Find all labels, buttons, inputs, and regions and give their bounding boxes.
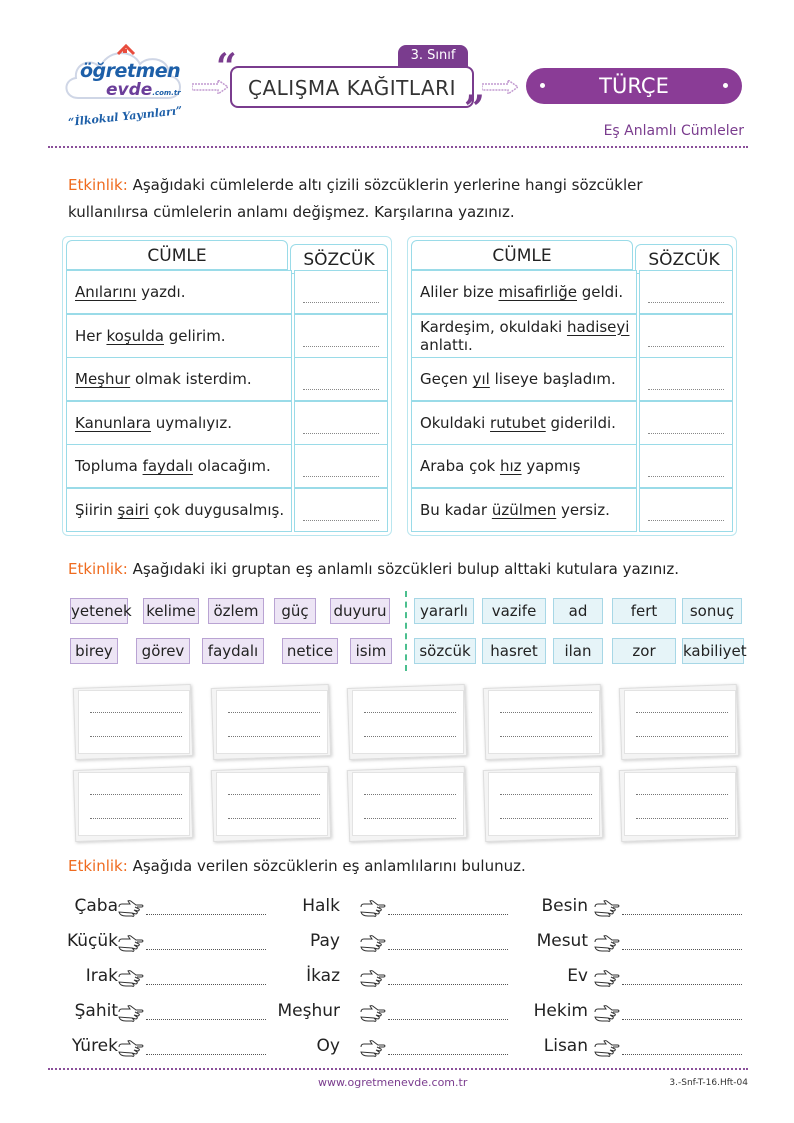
word-chip: yararlı xyxy=(414,598,474,624)
footer-code: 3.-Snf-T-16.Hft-04 xyxy=(669,1078,748,1088)
word-chip: hasret xyxy=(482,638,546,664)
column-header-word: SÖZCÜK xyxy=(635,244,733,274)
answer-cell[interactable] xyxy=(294,357,388,401)
word-chip: ilan xyxy=(553,638,603,664)
word-label: Besin xyxy=(541,896,588,916)
underlined-word: misafirliğe xyxy=(498,283,577,301)
activity1-instruction: Etkinlik: Aşağıdaki cümlelerde altı çizili sözcüklerin yerlerine hangi sözcükler kullanılırsa cümlelerin anlamı değişmez. Karşılarına yazınız. xyxy=(68,176,643,221)
sentence-cell: Kanunlara uymalıyız. xyxy=(66,401,292,445)
sentence-cell: Aliler bize misafirliğe geldi. xyxy=(411,270,637,314)
answer-line[interactable] xyxy=(146,949,266,950)
pointing-hand-icon xyxy=(118,900,144,923)
word-chip: duyuru xyxy=(330,598,390,624)
logo-brand-top: öğretmen xyxy=(80,60,181,82)
underlined-word: Meşhur xyxy=(75,370,131,388)
logo xyxy=(60,40,190,130)
pointing-hand-icon xyxy=(594,1005,620,1028)
word-chip: netice xyxy=(282,638,338,664)
column-header-word: SÖZCÜK xyxy=(290,244,388,274)
answer-card[interactable] xyxy=(484,768,602,840)
open-quote-icon: “ xyxy=(216,46,237,88)
underlined-word: Anılarını xyxy=(75,283,137,301)
activity3-instruction: Etkinlik: Aşağıda verilen sözcüklerin eş anlamlılarını bulunuz. xyxy=(68,857,526,875)
table-row xyxy=(411,444,733,488)
grade-badge: 3. Sınıf xyxy=(398,45,468,67)
answer-cell[interactable] xyxy=(294,401,388,445)
answer-card[interactable] xyxy=(212,768,330,840)
divider xyxy=(48,1068,748,1070)
word-chip: birey xyxy=(70,638,118,664)
sentence-cell: Topluma faydalı olacağım. xyxy=(66,444,292,488)
answer-line[interactable] xyxy=(146,984,266,985)
sentence-cell: Kardeşim, okuldaki hadiseyi anlattı. xyxy=(411,314,637,358)
pointing-hand-icon xyxy=(360,970,386,993)
answer-card[interactable] xyxy=(212,686,330,758)
table-row xyxy=(66,401,388,445)
answer-line[interactable] xyxy=(388,1019,508,1020)
pointing-hand-icon xyxy=(118,935,144,958)
sentence-cell: Her koşulda gelirim. xyxy=(66,314,292,358)
word-chip: fert xyxy=(612,598,676,624)
answer-cell[interactable] xyxy=(639,270,733,314)
answer-cell[interactable] xyxy=(294,488,388,532)
answer-card[interactable] xyxy=(74,686,192,758)
answer-line[interactable] xyxy=(622,1054,742,1055)
topic-label: Eş Anlamlı Cümleler xyxy=(603,123,744,139)
underlined-word: üzülmen xyxy=(491,500,557,519)
answer-line[interactable] xyxy=(622,1019,742,1020)
pointing-hand-icon xyxy=(360,1040,386,1063)
answer-card[interactable] xyxy=(74,768,192,840)
sentence-cell: Okuldaki rutubet giderildi. xyxy=(411,401,637,445)
answer-cell[interactable] xyxy=(294,444,388,488)
answer-card[interactable] xyxy=(348,686,466,758)
arrow-right-icon xyxy=(482,80,518,94)
answer-cell[interactable] xyxy=(294,270,388,314)
table-row xyxy=(411,270,733,314)
answer-cell[interactable] xyxy=(294,314,388,358)
table-row xyxy=(411,488,733,532)
answer-cell[interactable] xyxy=(639,401,733,445)
pointing-hand-icon xyxy=(594,970,620,993)
pointing-hand-icon xyxy=(360,1005,386,1028)
word-chip: kelime xyxy=(143,598,199,624)
answer-line[interactable] xyxy=(388,914,508,915)
sentence-cell: Araba çok hız yapmış xyxy=(411,444,637,488)
column-header-sentence: CÜMLE xyxy=(411,240,633,270)
answer-line[interactable] xyxy=(388,949,508,950)
answer-line[interactable] xyxy=(146,1054,266,1055)
answer-card[interactable] xyxy=(620,768,738,840)
pointing-hand-icon xyxy=(360,900,386,923)
word-chip: özlem xyxy=(208,598,264,624)
word-label: Şahit xyxy=(74,1001,118,1021)
word-chip: kabiliyet xyxy=(682,638,744,664)
underlined-word: hız xyxy=(499,457,522,475)
sentence-cell: Şiirin şairi çok duygusalmış. xyxy=(66,488,292,532)
table-row xyxy=(411,401,733,445)
word-chip: faydalı xyxy=(202,638,264,664)
word-label: İkaz xyxy=(306,966,340,986)
bullet-icon xyxy=(540,83,545,88)
word-label: Hekim xyxy=(533,1001,588,1021)
word-label: Halk xyxy=(302,896,340,916)
answer-line[interactable] xyxy=(388,984,508,985)
underlined-word: faydalı xyxy=(142,457,193,475)
word-chip: sonuç xyxy=(682,598,742,624)
sentence-cell: Meşhur olmak isterdim. xyxy=(66,357,292,401)
underlined-word: şairi xyxy=(117,500,149,519)
sentence-cell: Geçen yıl liseye başladım. xyxy=(411,357,637,401)
word-label: Küçük xyxy=(66,931,118,951)
underlined-word: rutubet xyxy=(490,413,546,432)
underlined-word: yıl xyxy=(472,370,490,388)
table-row xyxy=(66,270,388,314)
table-row xyxy=(66,357,388,401)
word-chip: güç xyxy=(274,598,316,624)
answer-line[interactable] xyxy=(146,1019,266,1020)
bullet-icon xyxy=(723,83,728,88)
answer-line[interactable] xyxy=(388,1054,508,1055)
table-row xyxy=(66,444,388,488)
table-row xyxy=(66,488,388,532)
answer-cell[interactable] xyxy=(639,444,733,488)
activity2-instruction: Etkinlik: Aşağıdaki iki gruptan eş anlamlı sözcükleri bulup alttaki kutulara yazınız. xyxy=(68,560,680,578)
pointing-hand-icon xyxy=(118,1005,144,1028)
column-header-sentence: CÜMLE xyxy=(66,240,288,270)
answer-line[interactable] xyxy=(622,914,742,915)
word-label: Ev xyxy=(567,966,588,986)
sentence-table-left xyxy=(62,236,392,536)
logo-subtitle: “İlkokul Yayınları” xyxy=(67,104,183,129)
answer-card[interactable] xyxy=(484,686,602,758)
table-row xyxy=(411,314,733,358)
word-label: Pay xyxy=(310,931,340,951)
divider xyxy=(48,146,748,148)
pointing-hand-icon xyxy=(594,935,620,958)
subject-badge: TÜRÇE xyxy=(526,68,742,104)
answer-line[interactable] xyxy=(622,949,742,950)
pointing-hand-icon xyxy=(118,1040,144,1063)
group-separator xyxy=(405,591,407,671)
pointing-hand-icon xyxy=(118,970,144,993)
answer-line[interactable] xyxy=(146,914,266,915)
underlined-word: hadiseyi xyxy=(566,317,630,336)
word-chip: sözcük xyxy=(414,638,476,664)
word-label: Lisan xyxy=(543,1036,588,1056)
word-chip: görev xyxy=(136,638,190,664)
sentence-table-right xyxy=(407,236,737,536)
word-label: Irak xyxy=(85,966,118,986)
sentence-cell: Bu kadar üzülmen yersiz. xyxy=(411,488,637,532)
close-quote-icon: ” xyxy=(464,88,485,130)
pointing-hand-icon xyxy=(360,935,386,958)
word-label: Çaba xyxy=(74,896,118,916)
table-row xyxy=(411,357,733,401)
answer-card[interactable] xyxy=(348,768,466,840)
answer-cell[interactable] xyxy=(639,488,733,532)
word-chip: yetenek xyxy=(70,598,128,624)
pointing-hand-icon xyxy=(594,900,620,923)
pointing-hand-icon xyxy=(594,1040,620,1063)
word-label: Meşhur xyxy=(277,1001,340,1021)
word-label: Yürek xyxy=(71,1036,118,1056)
sentence-cell: Anılarını yazdı. xyxy=(66,270,292,314)
footer-url: www.ogretmenevde.com.tr xyxy=(318,1076,468,1089)
answer-card[interactable] xyxy=(620,686,738,758)
word-label: Mesut xyxy=(536,931,588,951)
word-chip: ad xyxy=(553,598,603,624)
table-row xyxy=(66,314,388,358)
answer-cell[interactable] xyxy=(639,314,733,358)
word-chip: zor xyxy=(612,638,676,664)
word-label: Oy xyxy=(316,1036,340,1056)
logo-brand-bottom: evde.com.tr xyxy=(106,80,181,100)
answer-cell[interactable] xyxy=(639,357,733,401)
word-chip: vazife xyxy=(482,598,546,624)
word-chip: isim xyxy=(350,638,392,664)
page-title: ÇALIŞMA KAĞITLARI xyxy=(230,66,474,108)
answer-line[interactable] xyxy=(622,984,742,985)
underlined-word: Kanunlara xyxy=(75,413,152,432)
underlined-word: koşulda xyxy=(106,326,164,345)
